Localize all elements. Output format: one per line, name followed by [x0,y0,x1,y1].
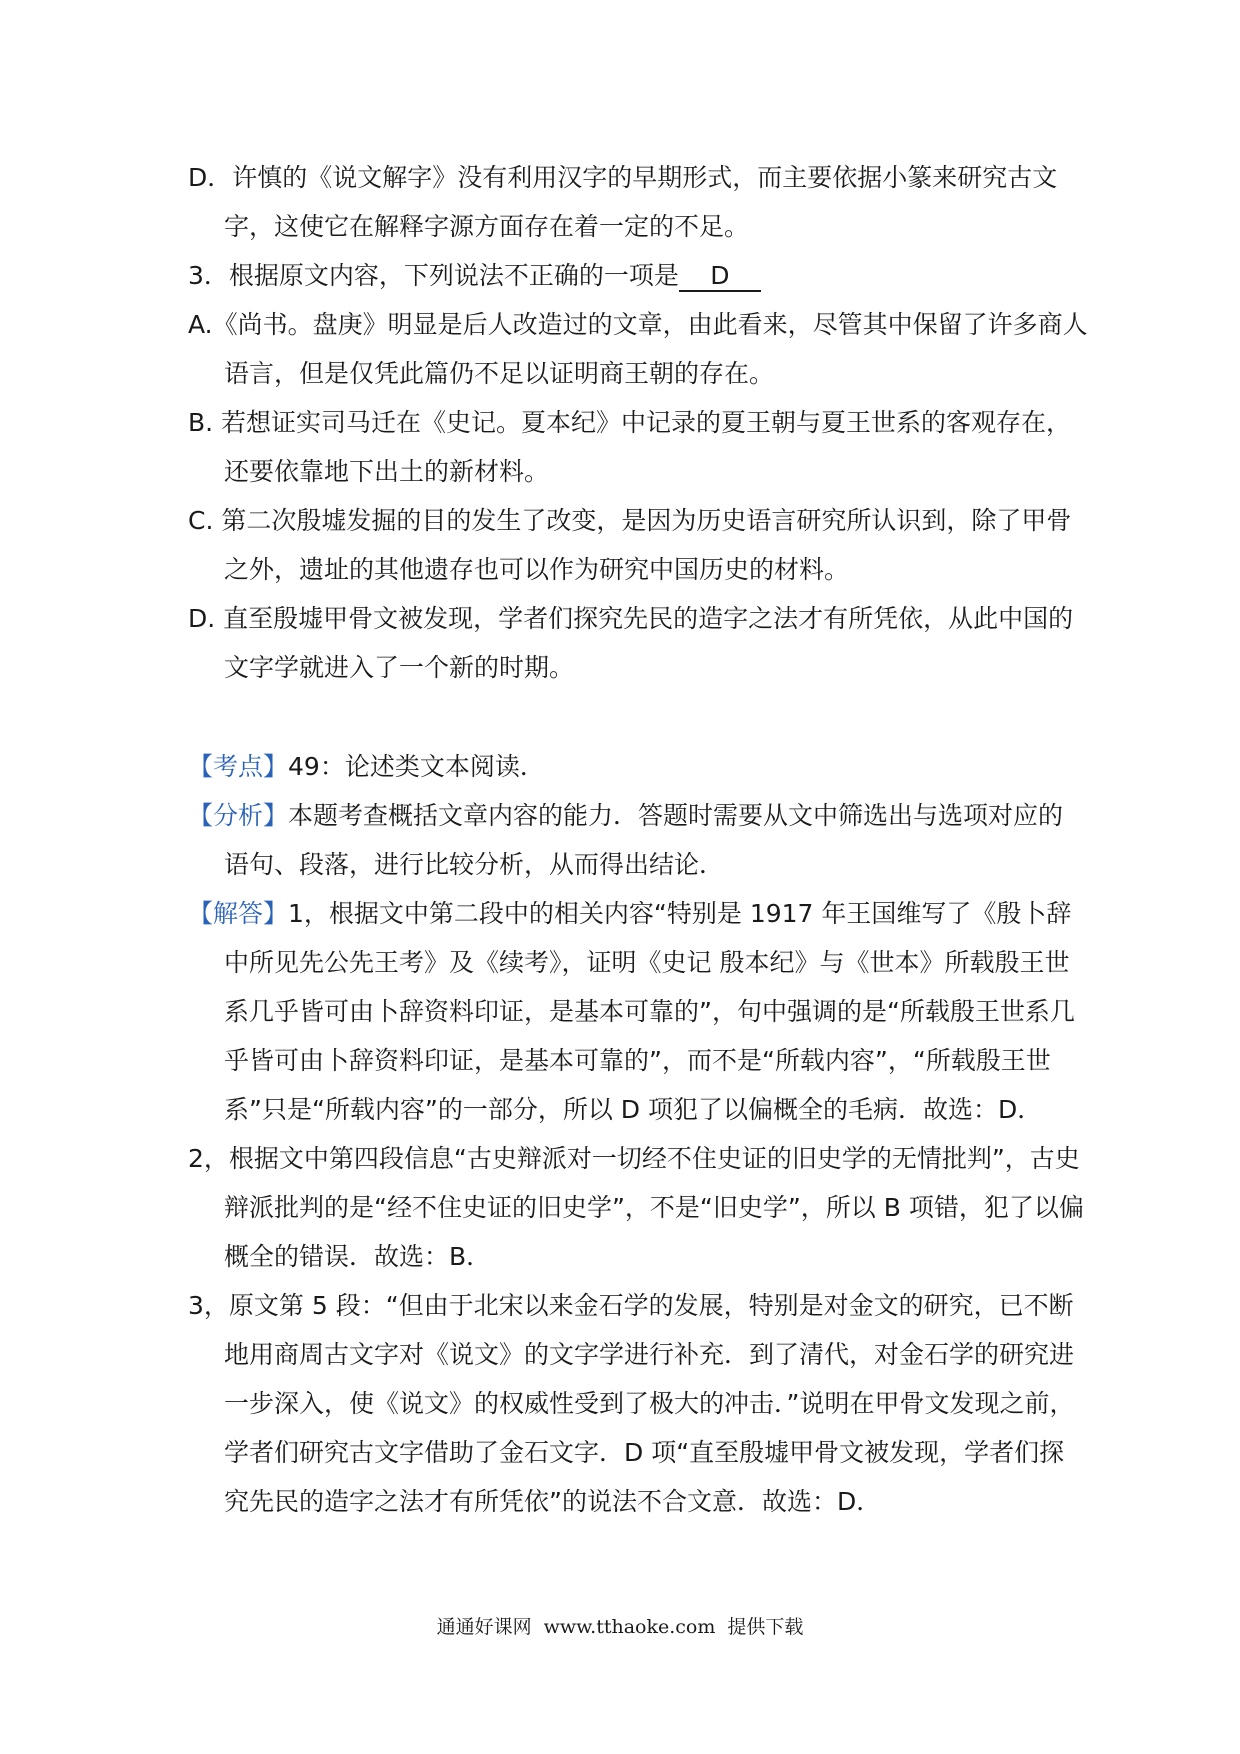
footer-note: 提供下载 [727,1616,804,1638]
jieda-label: 【解答】 [188,899,289,928]
jieda-paragraph-1 [188,889,1088,1134]
question3-option-c: C. 第二次殷墟发掘的目的发生了改变，是因为历史语言研究所认识到，除了甲骨之外，遗址的其他遗存也可以作为研究中国历史的材料。 [188,506,1072,584]
fenxi-text: 本题考查概括文章内容的能力．答题时需要从文中筛选出与选项对应的语句、段落，进行比较分析，从而得出结论． [224,801,1064,879]
jieda-item-2: 2，根据文中第四段信息“古史辩派对一切经不住史证的旧史学的无情批判”，古史辩派批判的是“经不住史证的旧史学”，不是“旧史学”，所以 B 项错，犯了以偏概全的错误．故选：B． [188,1144,1084,1271]
question3-stem [188,251,1088,300]
kaodian-label: 【考点】 [188,752,289,781]
question3-stem-text: 3．根据原文内容，下列说法不正确的一项是 [188,261,679,290]
question3-option-b: B. 若想证实司马迁在《史记。夏本纪》中记录的夏王朝与夏王世系的客观存在，还要依靠地下出土的新材料。 [188,408,1072,486]
fenxi-label: 【分析】 [188,801,289,830]
section-spacer [188,692,1088,742]
question2-option-d: D．许慎的《说文解字》没有利用汉字的早期形式，而主要依据小篆来研究古文字，这使它在解释字源方面存在着一定的不足。 [188,163,1058,241]
page-footer [0,1612,1240,1639]
question3-option-a: A.《尚书。盘庚》明显是后人改造过的文章，由此看来，尽管其中保留了许多商人语言，但是仅凭此篇仍不足以证明商王朝的存在。 [188,310,1088,388]
kaodian-text: 49：论述类文本阅读． [288,752,545,781]
footer-url: www.tthaoke.com [543,1616,716,1638]
kaodian-line [188,742,1088,791]
document-body [188,153,1088,1526]
answer-blank: D [679,262,761,292]
question3-option-d: D. 直至殷墟甲骨文被发现，学者们探究先民的造字之法才有所凭依，从此中国的文字学就进入了一个新的时期。 [188,604,1074,682]
jieda-item-1: 1，根据文中第二段中的相关内容“特别是 1917 年王国维写了《殷卜辞中所见先公先王考》及《续考》，证明《史记 殷本纪》与《世本》所载殷王世系几乎皆可由卜辞资料印证，是基本可靠的”，句中强调的是“所载殷王世系几乎皆可由卜辞资料印证，是基本可靠的”，而不是“所载内容”，“所载殷王世系”只是“所载内容”的一部分，所以 D 项犯了以偏概全的毛病．故选：D． [224,899,1075,1124]
fenxi-paragraph [188,791,1088,889]
jieda-item-3: 3，原文第 5 段：“但由于北宋以来金石学的发展，特别是对金文的研究，已不断地用商周古文字对《说文》的文字学进行补充．到了清代，对金石学的研究进一步深入，使《说文》的权威性受到了极大的冲击．”说明在甲骨文发现之前，学者们研究古文字借助了金石文字．D 项“直至殷墟甲骨文被发现，学者们探究先民的造字之法才有所凭依”的说法不合文意．故选：D． [188,1291,1075,1516]
footer-site-name: 通通好课网 [436,1616,532,1638]
